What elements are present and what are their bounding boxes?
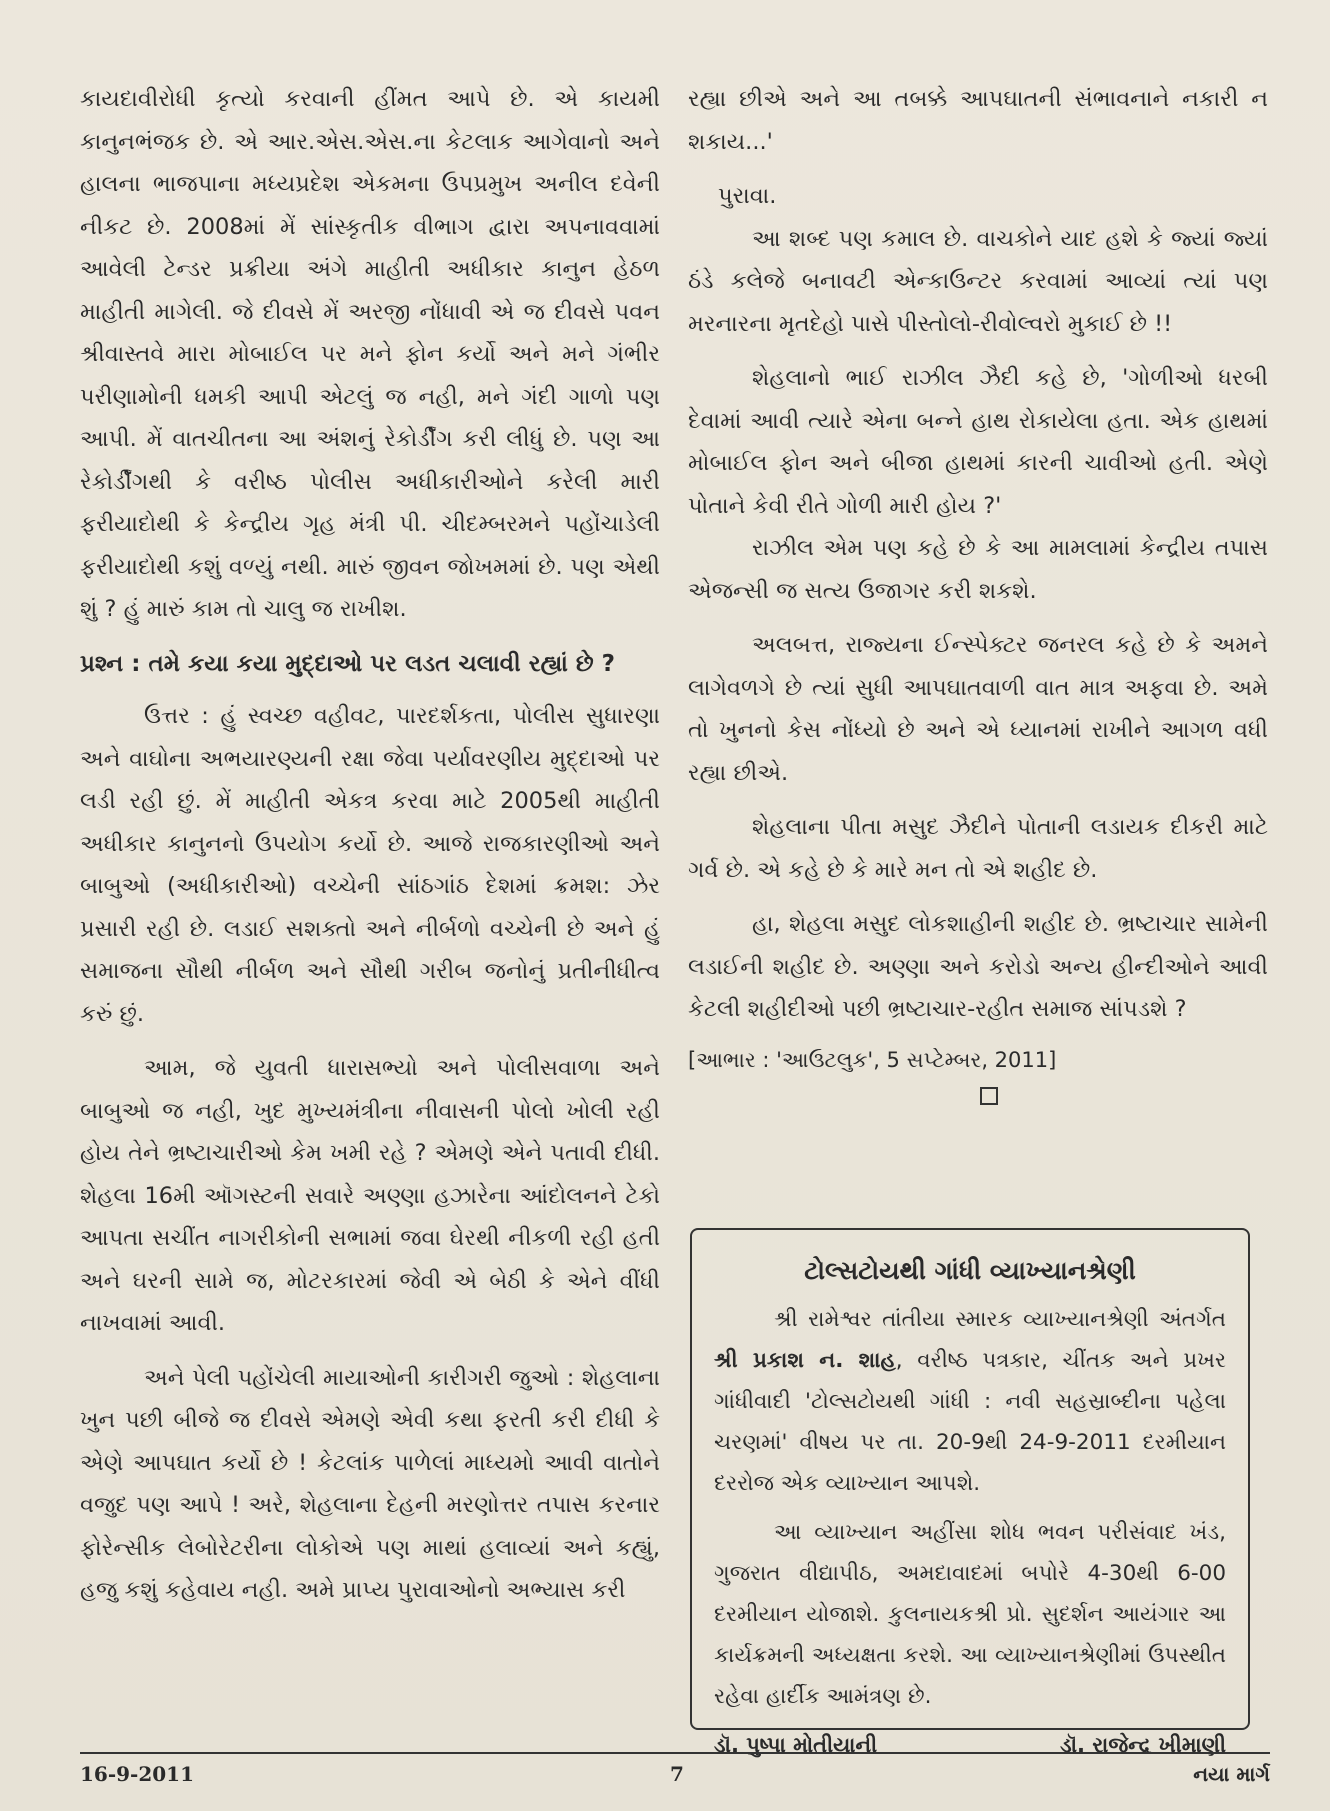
end-of-article-box-icon bbox=[980, 1087, 998, 1105]
signature-right: ડૉ. રાજેન્દ્ર ખીમાણી bbox=[1060, 1733, 1226, 1757]
right-paragraph-6: અલબત્ત, રાજ્યના ઈન્સ્પેક્ટર જનરલ કહે છે કે અમને લાગેવળગે છે ત્યાં સુધી આપઘાતવાળી વાત માત્ર અફવા છે. અમે તો ખુનનો કેસ નોંધ્યો છે અને એ ધ્યાનમાં રાખીને આગળ વધી રહ્યા છીએ. bbox=[688, 632, 1268, 786]
left-paragraph-1: કાયદાવીરોધી કૃત્યો કરવાની હીંમત આપે છે. એ કાયમી કાનુનભંજક છે. એ આર.એસ.એસ.ના કેટલાક આગેવાનો અને હાલના ભાજપાના મધ્યપ્રદેશ એકમના ઉપપ્રમુખ અનીલ દવેની નીકટ છે. 2008માં મેં સાંસ્કૃતીક વીભાગ દ્વારા અપનાવવામાં આવેલી ટેન્ડર પ્રક્રીયા અંગે માહીતી અધીકાર કાનુન હેઠળ માહીતી માગેલી. જે દીવસે મેં અરજી નોંધાવી એ જ દીવસે પવન શ્રીવાસ્તવે મારા મોબાઈલ પર મને ફોન કર્યો અને મને ગંભીર પરીણામોની ધમકી આપી એટલું જ નહી, મને ગંદી ગાળો પણ આપી. મેં વાતચીતના આ અંશનું રેકોર્ડીંગ કરી લીધું છે. પણ આ રેકોર્ડીંગથી કે વરીષ્ઠ પોલીસ અધીકારીઓને કરેલી મારી ફરીયાદોથી કે કેન્દ્રીય ગૃહ મંત્રી પી. ચીદમ્બરમને પહોંચાડેલી ફરીયાદોથી કશું વળ્યું નથી. મારું જીવન જોખમમાં છે. પણ એથી શું ? હું મારું કામ તો ચાલુ જ રાખીશ. bbox=[80, 86, 660, 622]
notice-paragraph-1 bbox=[714, 1299, 1226, 1504]
notice-intro: શ્રી રામેશ્વર તાંતીયા સ્મારક વ્યાખ્યાનશ્રેણી અંતર્ગત bbox=[774, 1307, 1226, 1332]
question-heading: પ્રશ્ન : તમે કયા કયા મુદ્દાઓ પર લડત ચલાવી રહ્યાં છે ? bbox=[80, 650, 615, 677]
left-paragraph-answer: ઉત્તર : હું સ્વચ્છ વહીવટ, પારદર્શકતા, પોલીસ સુધારણા અને વાઘોના અભયારણ્યની રક્ષા જેવા પર્યાવરણીય મુદ્દાઓ પર લડી રહી છું. મેં માહીતી એકત્ર કરવા માટે 2005થી માહીતી અધીકાર કાનુનનો ઉપયોગ કર્યો છે. આજે રાજકારણીઓ અને બાબુઓ (અધીકારીઓ) વચ્ચેની સાંઠગાંઠ દેશમાં ક્રમશ: ઝેર પ્રસારી રહી છે. લડાઈ સશક્તો અને નીર્બળો વચ્ચેની છે અને હું સમાજના સૌથી નીર્બળ અને સૌથી ગરીબ જનોનું પ્રતીનીધીત્વ કરું છું. bbox=[80, 703, 660, 1027]
right-paragraph-1: રહ્યા છીએ અને આ તબક્કે આપઘાતની સંભાવનાને નકારી ન શકાય...' bbox=[688, 86, 1268, 155]
right-paragraph-8: હા, શેહલા મસુદ લોકશાહીની શહીદ છે. ભ્રષ્ટાચાર સામેની લડાઈની શહીદ છે. અણ્ણા અને કરોડો અન્ય હીન્દીઓને આવી કેટલી શહીદીઓ પછી ભ્રષ્ટાચાર-રહીત સમાજ સાંપડશે ? bbox=[688, 911, 1268, 1022]
notice-title: ટોલ્સટોયથી ગાંધી વ્યાખ્યાનશ્રેણી bbox=[804, 1256, 1136, 1285]
footer-page-number: 7 bbox=[670, 1762, 684, 1786]
left-paragraph-3: આમ, જે યુવતી ધારાસભ્યો અને પોલીસવાળા અને બાબુઓ જ નહી, ખુદ મુખ્યમંત્રીના નીવાસની પોલો ખોલી રહી હોય તેને ભ્રષ્ટાચારીઓ કેમ ખમી રહે ? એમણે એને પતાવી દીધી. શેહલા 16મી ઑગસ્ટની સવારે અણ્ણા હઝારેના આંદોલનને ટેકો આપતા સચીંત નાગરીકોની સભામાં જવા ઘેરથી નીકળી રહી હતી અને ઘરની સામે જ, મોટરકારમાં જેવી એ બેઠી કે એને વીંધી નાખવામાં આવી. bbox=[80, 1055, 660, 1336]
right-paragraph-3: આ શબ્દ પણ કમાલ છે. વાચકોને યાદ હશે કે જ્યાં જ્યાં ઠંડે કલેજે બનાવટી એન્કાઉન્ટર કરવામાં આવ્યાં ત્યાં પણ મરનારના મૃતદેહો પાસે પીસ્તોલો-રીવોલ્વરો મુકાઈ છે !! bbox=[688, 225, 1268, 337]
page-footer bbox=[80, 1752, 1270, 1786]
footer-date: 16-9-2011 bbox=[80, 1762, 195, 1786]
left-paragraph-4: અને પેલી પહોંચેલી માયાઓની કારીગરી જુઓ : શેહલાના ખુન પછી બીજે જ દીવસે એમણે એવી કથા ફરતી કરી દીધી કે એણે આપઘાત કર્યો છે ! કેટલાંક પાળેલાં માધ્યમો આવી વાતોને વજુદ પણ આપે ! અરે, શેહલાના દેહની મરણોત્તર તપાસ કરનાર ફોરેન્સીક લેબોરેટરીના લોકોએ પણ માથાં હલાવ્યાં અને કહ્યું, હજુ કશું કહેવાય નહી. અમે પ્રાપ્ય પુરાવાઓનો અભ્યાસ કરી bbox=[80, 1364, 660, 1603]
notice-speaker: શ્રી પ્રકાશ ન. શાહ bbox=[714, 1348, 896, 1373]
right-paragraph-2: પુરાવા. bbox=[718, 183, 777, 209]
right-paragraph-5: રાઝીલ એમ પણ કહે છે કે આ મામલામાં કેન્દ્રીય તપાસ એજન્સી જ સત્ય ઉજાગર કરી શકશે. bbox=[688, 535, 1268, 604]
right-paragraph-7: શેહલાના પીતા મસુદ ઝૈદીને પોતાની લડાયક દીકરી માટે ગર્વ છે. એ કહે છે કે મારે મન તો એ શહીદ છે. bbox=[688, 814, 1268, 883]
right-paragraph-4: શેહલાનો ભાઈ રાઝીલ ઝૈદી કહે છે, 'ગોળીઓ ધરબી દેવામાં આવી ત્યારે એના બન્ને હાથ રોકાયેલા હતા. એક હાથમાં મોબાઈલ ફોન અને બીજા હાથમાં કારની ચાવીઓ હતી. એણે પોતાને કેવી રીતે ગોળી મારી હોય ?' bbox=[688, 365, 1268, 519]
footer-publication: નયા માર્ગ bbox=[1193, 1762, 1270, 1786]
left-column bbox=[80, 78, 660, 1612]
lecture-notice-box bbox=[690, 1228, 1250, 1757]
right-column bbox=[688, 78, 1268, 1105]
notice-paragraph-2: આ વ્યાખ્યાન અહીંસા શોધ ભવન પરીસંવાદ ખંડ, ગુજરાત વીદ્યાપીઠ, અમદાવાદમાં બપોરે 4-30થી 6-00 દરમીયાન યોજાશે. કુલનાયકશ્રી પ્રો. સુદર્શન આયંગાર આ કાર્યક્રમની અધ્યક્ષતા કરશે. આ વ્યાખ્યાનશ્રેણીમાં ઉપસ્થીત રહેવા હાર્દીક આમંત્રણ છે. bbox=[714, 1520, 1226, 1709]
article-credit: [આભાર : 'આઉટલુક', 5 સપ્ટેમ્બર, 2011] bbox=[688, 1047, 1057, 1072]
notice-details: , વરીષ્ઠ પત્રકાર, ચીંતક અને પ્રખર ગાંધીવાદી 'ટોલ્સટોયથી ગાંધી : નવી સહસ્રાબ્દીના પહેલા ચરણમાં' વીષય પર તા. 20-9થી 24-9-2011 દરમીયાન દરરોજ એક વ્યાખ્યાન આપશે. bbox=[714, 1348, 1226, 1496]
signature-left: ડૉ. પુષ્પા મોતીયાની bbox=[714, 1733, 878, 1757]
